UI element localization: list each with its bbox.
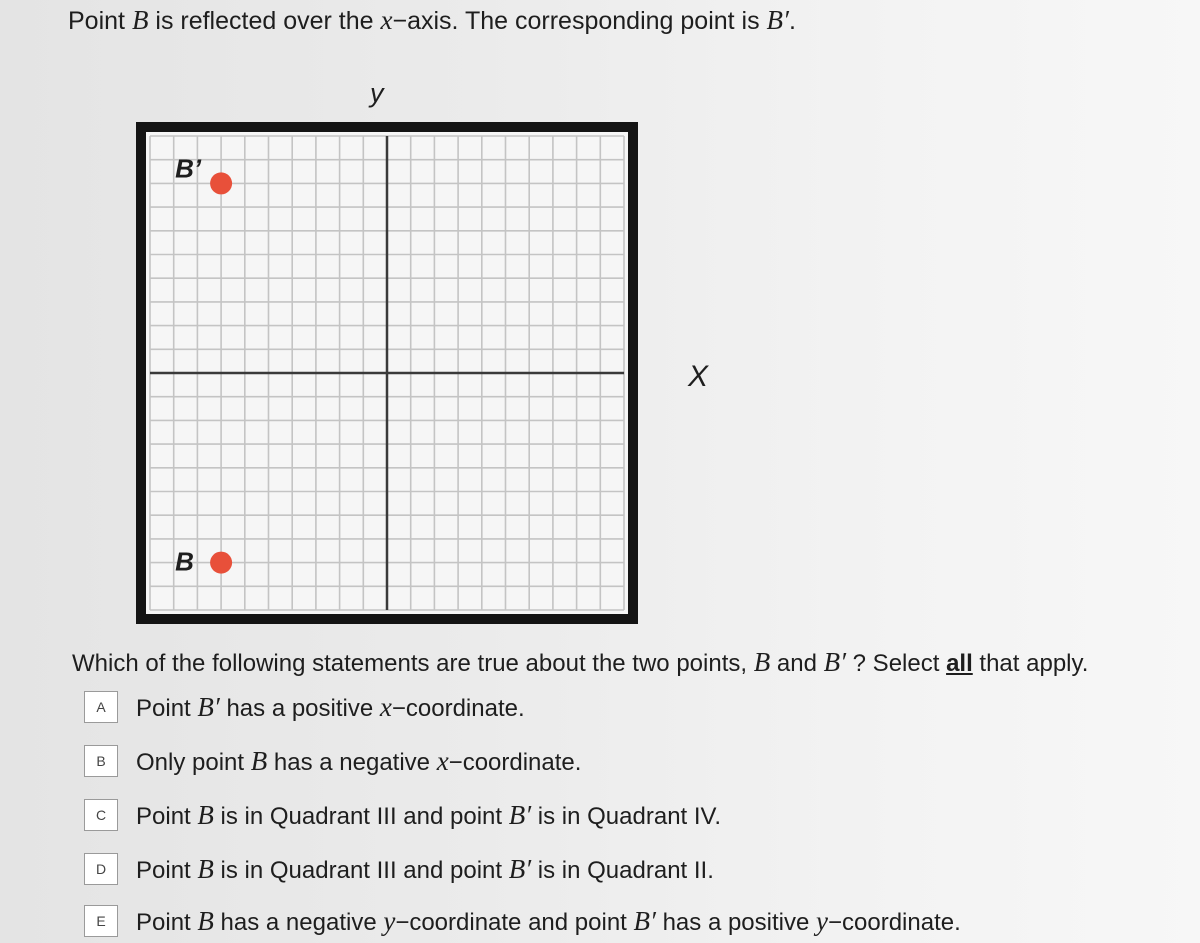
question-emphasis-all: all <box>946 650 973 677</box>
question-text-part: Which of the following statements are true about the two points, <box>72 650 754 677</box>
option-d-text: Point B is in Quadrant III and point B′ is in Quadrant II. <box>136 853 714 884</box>
point-b-label: B <box>175 546 194 577</box>
option-b[interactable] <box>84 743 581 779</box>
prompt-var-x: x <box>380 5 393 35</box>
option-a-text: Point B′ has a positive x−coordinate. <box>136 691 525 722</box>
prompt-point-b: B <box>131 5 149 35</box>
problem-prompt <box>68 2 796 39</box>
point-b-prime-label: B’ <box>175 153 202 184</box>
x-axis-label: X <box>688 360 709 393</box>
prompt-point-b-prime: B′ <box>766 5 789 35</box>
option-a[interactable] <box>84 689 525 725</box>
option-c-text: Point B is in Quadrant III and point B′ is in Quadrant IV. <box>136 799 722 830</box>
point-b-prime-marker <box>210 172 232 194</box>
option-d-box[interactable]: D <box>84 853 118 885</box>
question-point-b: B <box>753 647 771 677</box>
y-axis-label: y <box>370 78 384 108</box>
option-a-box[interactable]: A <box>84 691 118 723</box>
prompt-text: is reflected over the <box>148 7 381 35</box>
option-c-box[interactable]: C <box>84 799 118 831</box>
grid-svg <box>136 122 638 624</box>
option-c[interactable] <box>84 797 721 833</box>
option-e-text: Point B has a negative y−coordinate and point B′ has a positive y−coordinate. <box>136 905 961 936</box>
option-d[interactable] <box>84 851 714 887</box>
option-e[interactable] <box>84 903 961 939</box>
question-text-part: ? Select <box>846 650 947 677</box>
prompt-text: . <box>788 7 796 35</box>
option-e-box[interactable]: E <box>84 905 118 937</box>
question-text <box>72 645 1088 681</box>
question-text-part: that apply. <box>972 650 1089 677</box>
coordinate-grid <box>136 122 638 624</box>
question-point-b-prime: B′ <box>823 647 846 677</box>
prompt-text: Point <box>68 7 132 35</box>
point-b-marker <box>210 552 232 574</box>
prompt-text: −axis. The corresponding point is <box>392 7 767 35</box>
option-b-box[interactable]: B <box>84 745 118 777</box>
option-b-text: Only point B has a negative x−coordinate. <box>136 745 582 776</box>
question-text-part: and <box>770 650 824 677</box>
